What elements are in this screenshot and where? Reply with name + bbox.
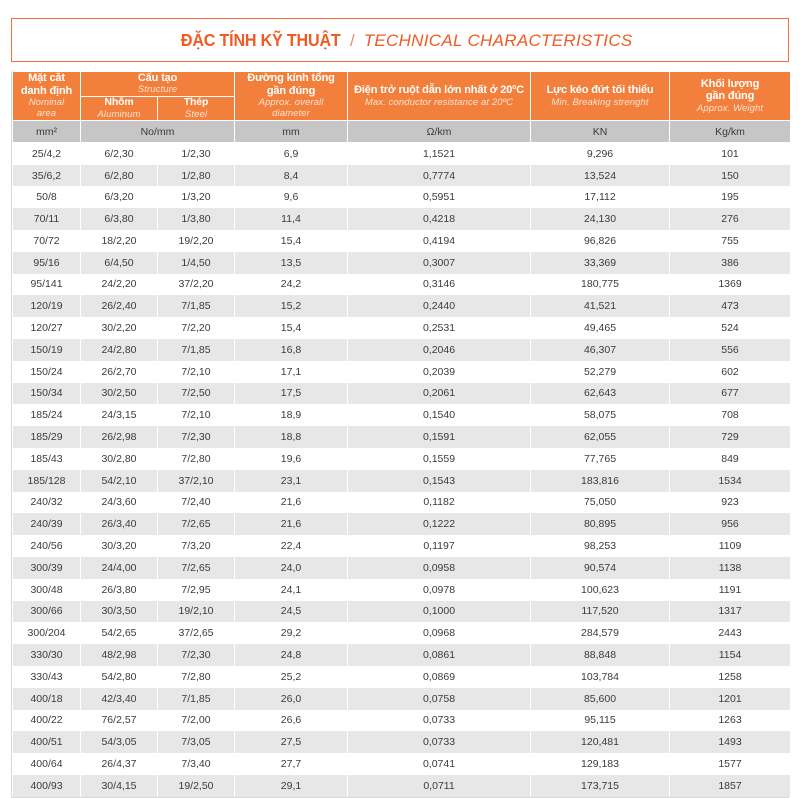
cell-steel: 7/2,65 <box>158 513 235 535</box>
cell-aluminum: 24/2,80 <box>81 339 158 361</box>
unit-diameter: mm <box>235 121 348 143</box>
cell-diameter: 26,0 <box>235 688 348 710</box>
table-row <box>13 492 791 514</box>
title-inner <box>167 30 632 51</box>
table-row <box>13 666 791 688</box>
cell-steel: 7/2,00 <box>158 710 235 732</box>
cell-weight: 195 <box>670 186 791 208</box>
cell-diameter: 24,2 <box>235 274 348 296</box>
header-diameter-en-line2: diameter <box>272 108 310 120</box>
cell-breaking-strength: 17,112 <box>531 186 670 208</box>
cell-diameter: 29,1 <box>235 775 348 797</box>
cell-steel: 7/2,80 <box>158 666 235 688</box>
header-resistance-vi: Điện trở ruột dẫn lớn nhất ở 20ºC <box>354 84 524 97</box>
cell-diameter: 22,4 <box>235 535 348 557</box>
cell-aluminum: 6/3,80 <box>81 208 158 230</box>
cell-breaking-strength: 13,524 <box>531 165 670 187</box>
cell-aluminum: 24/2,20 <box>81 274 158 296</box>
cell-weight: 1109 <box>670 535 791 557</box>
header-diameter-vi-line1: Đường kính tổng <box>247 72 335 85</box>
header-aluminum <box>81 96 158 120</box>
cell-resistance: 0,4218 <box>348 208 531 230</box>
cell-resistance: 0,2039 <box>348 361 531 383</box>
cell-steel: 7/3,40 <box>158 753 235 775</box>
cell-diameter: 17,5 <box>235 383 348 405</box>
cell-nominal-area: 150/19 <box>13 339 81 361</box>
title-separator: / <box>349 30 355 50</box>
cell-weight: 1201 <box>670 688 791 710</box>
cell-diameter: 16,8 <box>235 339 348 361</box>
cell-resistance: 0,1197 <box>348 535 531 557</box>
table-row <box>13 753 791 775</box>
cell-nominal-area: 300/66 <box>13 601 81 623</box>
header-nominal-area-en-line1: Nominal <box>28 96 65 108</box>
cell-diameter: 26,6 <box>235 710 348 732</box>
table-row <box>13 470 791 492</box>
cell-nominal-area: 400/22 <box>13 710 81 732</box>
cell-nominal-area: 120/19 <box>13 295 81 317</box>
header-weight-vi-line2: gần đúng <box>705 90 755 103</box>
cell-weight: 1534 <box>670 470 791 492</box>
cell-steel: 7/2,95 <box>158 579 235 601</box>
cell-nominal-area: 300/48 <box>13 579 81 601</box>
cell-aluminum: 26/2,40 <box>81 295 158 317</box>
cell-resistance: 0,1591 <box>348 426 531 448</box>
header-diameter-en-line1: Approx. overall <box>258 96 324 108</box>
cell-nominal-area: 185/43 <box>13 448 81 470</box>
cell-steel: 1/2,80 <box>158 165 235 187</box>
header-structure <box>81 72 235 97</box>
cell-steel: 7/2,10 <box>158 404 235 426</box>
cell-weight: 1154 <box>670 644 791 666</box>
cell-resistance: 0,2440 <box>348 295 531 317</box>
cell-breaking-strength: 180,775 <box>531 274 670 296</box>
header-breaking-strength-en: Min. Breaking strenght <box>551 96 649 108</box>
cell-resistance: 0,0861 <box>348 644 531 666</box>
table-row <box>13 448 791 470</box>
page-title-banner <box>11 18 789 62</box>
table-row <box>13 274 791 296</box>
cell-steel: 37/2,65 <box>158 622 235 644</box>
cell-weight: 1258 <box>670 666 791 688</box>
technical-spec-table <box>12 71 791 797</box>
cell-aluminum: 76/2,57 <box>81 710 158 732</box>
cell-diameter: 24,8 <box>235 644 348 666</box>
cell-breaking-strength: 183,816 <box>531 470 670 492</box>
cell-breaking-strength: 96,826 <box>531 230 670 252</box>
cell-breaking-strength: 62,643 <box>531 383 670 405</box>
cell-aluminum: 54/2,80 <box>81 666 158 688</box>
cell-steel: 19/2,10 <box>158 601 235 623</box>
cell-breaking-strength: 90,574 <box>531 557 670 579</box>
cell-steel: 7/2,50 <box>158 383 235 405</box>
cell-breaking-strength: 9,296 <box>531 143 670 165</box>
table-row <box>13 383 791 405</box>
cell-aluminum: 6/4,50 <box>81 252 158 274</box>
cell-breaking-strength: 62,055 <box>531 426 670 448</box>
cell-nominal-area: 240/32 <box>13 492 81 514</box>
cell-diameter: 29,2 <box>235 622 348 644</box>
table-header <box>13 72 791 143</box>
cell-nominal-area: 95/16 <box>13 252 81 274</box>
cell-aluminum: 18/2,20 <box>81 230 158 252</box>
cell-breaking-strength: 46,307 <box>531 339 670 361</box>
cell-resistance: 0,0733 <box>348 710 531 732</box>
cell-weight: 923 <box>670 492 791 514</box>
cell-aluminum: 26/2,98 <box>81 426 158 448</box>
cell-diameter: 13,5 <box>235 252 348 274</box>
unit-breaking-strength: KN <box>531 121 670 143</box>
cell-aluminum: 30/2,80 <box>81 448 158 470</box>
cell-weight: 2443 <box>670 622 791 644</box>
cell-resistance: 0,0869 <box>348 666 531 688</box>
table-row <box>13 710 791 732</box>
cell-aluminum: 24/3,60 <box>81 492 158 514</box>
table-row <box>13 601 791 623</box>
cell-aluminum: 30/2,20 <box>81 317 158 339</box>
cell-resistance: 0,1540 <box>348 404 531 426</box>
cell-aluminum: 6/3,20 <box>81 186 158 208</box>
cell-resistance: 0,1559 <box>348 448 531 470</box>
cell-aluminum: 26/4,37 <box>81 753 158 775</box>
cell-breaking-strength: 284,579 <box>531 622 670 644</box>
cell-breaking-strength: 75,050 <box>531 492 670 514</box>
cell-diameter: 27,7 <box>235 753 348 775</box>
cell-resistance: 0,4194 <box>348 230 531 252</box>
cell-aluminum: 24/3,15 <box>81 404 158 426</box>
cell-nominal-area: 50/8 <box>13 186 81 208</box>
cell-resistance: 0,5951 <box>348 186 531 208</box>
cell-steel: 1/4,50 <box>158 252 235 274</box>
cell-resistance: 0,1182 <box>348 492 531 514</box>
unit-weight: Kg/km <box>670 121 791 143</box>
cell-resistance: 0,1000 <box>348 601 531 623</box>
cell-nominal-area: 300/204 <box>13 622 81 644</box>
cell-breaking-strength: 80,895 <box>531 513 670 535</box>
cell-diameter: 27,5 <box>235 731 348 753</box>
units-row <box>13 121 791 143</box>
cell-weight: 101 <box>670 143 791 165</box>
header-diameter-vi-line2: gần đúng <box>266 84 316 97</box>
cell-resistance: 0,0978 <box>348 579 531 601</box>
page-title-vietnamese: ĐẶC TÍNH KỸ THUẬT <box>181 29 341 50</box>
cell-weight: 386 <box>670 252 791 274</box>
cell-weight: 677 <box>670 383 791 405</box>
cell-diameter: 18,9 <box>235 404 348 426</box>
header-nominal-area-vi-line1: Mặt cắt <box>28 72 65 85</box>
cell-steel: 1/2,30 <box>158 143 235 165</box>
header-resistance-en: Max. conductor resistance at 20ºC <box>364 96 514 108</box>
cell-aluminum: 54/2,10 <box>81 470 158 492</box>
cell-steel: 7/2,10 <box>158 361 235 383</box>
cell-steel: 7/2,65 <box>158 557 235 579</box>
cell-breaking-strength: 85,600 <box>531 688 670 710</box>
cell-diameter: 11,4 <box>235 208 348 230</box>
cell-steel: 19/2,50 <box>158 775 235 797</box>
cell-diameter: 24,0 <box>235 557 348 579</box>
cell-aluminum: 48/2,98 <box>81 644 158 666</box>
header-steel-vi: Thép <box>183 95 209 108</box>
cell-nominal-area: 70/11 <box>13 208 81 230</box>
cell-weight: 729 <box>670 426 791 448</box>
cell-weight: 1263 <box>670 710 791 732</box>
cell-breaking-strength: 77,765 <box>531 448 670 470</box>
table-row <box>13 317 791 339</box>
cell-resistance: 1,1521 <box>348 143 531 165</box>
cell-nominal-area: 120/27 <box>13 317 81 339</box>
cell-aluminum: 42/3,40 <box>81 688 158 710</box>
header-aluminum-en: Aluminum <box>97 108 141 120</box>
cell-weight: 755 <box>670 230 791 252</box>
cell-resistance: 0,3007 <box>348 252 531 274</box>
table-row <box>13 731 791 753</box>
table-row <box>13 295 791 317</box>
header-steel <box>158 96 235 120</box>
cell-aluminum: 26/3,80 <box>81 579 158 601</box>
cell-diameter: 21,6 <box>235 513 348 535</box>
cell-nominal-area: 400/64 <box>13 753 81 775</box>
cell-resistance: 0,2061 <box>348 383 531 405</box>
table-row <box>13 644 791 666</box>
cell-steel: 7/2,30 <box>158 426 235 448</box>
header-weight <box>670 72 791 121</box>
cell-resistance: 0,0711 <box>348 775 531 797</box>
cell-resistance: 0,3146 <box>348 274 531 296</box>
cell-steel: 7/1,85 <box>158 339 235 361</box>
cell-breaking-strength: 120,481 <box>531 731 670 753</box>
cell-diameter: 25,2 <box>235 666 348 688</box>
table-row <box>13 143 791 165</box>
cell-nominal-area: 330/30 <box>13 644 81 666</box>
table-row <box>13 557 791 579</box>
table-row <box>13 535 791 557</box>
table-row <box>13 688 791 710</box>
cell-diameter: 6,9 <box>235 143 348 165</box>
cell-aluminum: 6/2,30 <box>81 143 158 165</box>
cell-breaking-strength: 52,279 <box>531 361 670 383</box>
spec-table-wrapper <box>11 71 789 798</box>
cell-diameter: 9,6 <box>235 186 348 208</box>
cell-steel: 37/2,20 <box>158 274 235 296</box>
header-structure-vi: Cấu tạo <box>137 72 178 84</box>
cell-resistance: 0,0968 <box>348 622 531 644</box>
cell-nominal-area: 330/43 <box>13 666 81 688</box>
cell-steel: 1/3,80 <box>158 208 235 230</box>
cell-aluminum: 54/3,05 <box>81 731 158 753</box>
cell-steel: 7/1,85 <box>158 295 235 317</box>
cell-steel: 7/2,30 <box>158 644 235 666</box>
cell-diameter: 21,6 <box>235 492 348 514</box>
header-weight-en: Approx. Weight <box>696 102 764 114</box>
table-row <box>13 579 791 601</box>
header-aluminum-vi: Nhôm <box>104 95 134 108</box>
cell-breaking-strength: 129,183 <box>531 753 670 775</box>
cell-aluminum: 26/2,70 <box>81 361 158 383</box>
cell-weight: 150 <box>670 165 791 187</box>
cell-aluminum: 30/4,15 <box>81 775 158 797</box>
header-weight-vi-line1: Khối lượng <box>700 78 760 91</box>
cell-weight: 524 <box>670 317 791 339</box>
cell-nominal-area: 70/72 <box>13 230 81 252</box>
cell-breaking-strength: 173,715 <box>531 775 670 797</box>
unit-nominal-area: mm² <box>13 121 81 143</box>
cell-weight: 556 <box>670 339 791 361</box>
cell-resistance: 0,2531 <box>348 317 531 339</box>
cell-breaking-strength: 24,130 <box>531 208 670 230</box>
cell-weight: 1577 <box>670 753 791 775</box>
cell-weight: 1138 <box>670 557 791 579</box>
cell-aluminum: 30/3,20 <box>81 535 158 557</box>
table-row <box>13 426 791 448</box>
cell-diameter: 19,6 <box>235 448 348 470</box>
header-breaking-strength-vi: Lực kéo đứt tối thiểu <box>546 84 654 97</box>
cell-weight: 602 <box>670 361 791 383</box>
table-row <box>13 252 791 274</box>
cell-resistance: 0,0741 <box>348 753 531 775</box>
cell-resistance: 0,7774 <box>348 165 531 187</box>
cell-resistance: 0,0958 <box>348 557 531 579</box>
cell-weight: 708 <box>670 404 791 426</box>
cell-breaking-strength: 103,784 <box>531 666 670 688</box>
cell-weight: 956 <box>670 513 791 535</box>
cell-nominal-area: 400/51 <box>13 731 81 753</box>
cell-steel: 37/2,10 <box>158 470 235 492</box>
table-row <box>13 513 791 535</box>
header-nominal-area <box>13 72 81 121</box>
header-diameter <box>235 72 348 121</box>
table-row <box>13 339 791 361</box>
cell-diameter: 15,4 <box>235 230 348 252</box>
unit-resistance: Ω/km <box>348 121 531 143</box>
cell-aluminum: 54/2,65 <box>81 622 158 644</box>
cell-breaking-strength: 117,520 <box>531 601 670 623</box>
cell-weight: 1857 <box>670 775 791 797</box>
cell-steel: 7/3,20 <box>158 535 235 557</box>
table-body <box>13 143 791 797</box>
cell-diameter: 24,5 <box>235 601 348 623</box>
table-row <box>13 404 791 426</box>
cell-diameter: 23,1 <box>235 470 348 492</box>
cell-resistance: 0,1543 <box>348 470 531 492</box>
cell-steel: 19/2,20 <box>158 230 235 252</box>
cell-breaking-strength: 49,465 <box>531 317 670 339</box>
cell-steel: 7/3,05 <box>158 731 235 753</box>
table-row <box>13 186 791 208</box>
cell-diameter: 24,1 <box>235 579 348 601</box>
cell-steel: 7/2,20 <box>158 317 235 339</box>
cell-nominal-area: 185/29 <box>13 426 81 448</box>
header-structure-en: Structure <box>137 84 178 96</box>
cell-weight: 1191 <box>670 579 791 601</box>
cell-resistance: 0,0758 <box>348 688 531 710</box>
cell-resistance: 0,0733 <box>348 731 531 753</box>
table-row <box>13 361 791 383</box>
cell-weight: 1317 <box>670 601 791 623</box>
cell-nominal-area: 95/141 <box>13 274 81 296</box>
table-row <box>13 208 791 230</box>
header-row-main <box>13 72 791 97</box>
cell-breaking-strength: 98,253 <box>531 535 670 557</box>
cell-nominal-area: 300/39 <box>13 557 81 579</box>
cell-nominal-area: 25/4,2 <box>13 143 81 165</box>
cell-aluminum: 30/3,50 <box>81 601 158 623</box>
cell-diameter: 17,1 <box>235 361 348 383</box>
cell-nominal-area: 240/56 <box>13 535 81 557</box>
cell-nominal-area: 150/24 <box>13 361 81 383</box>
table-row <box>13 622 791 644</box>
cell-aluminum: 26/3,40 <box>81 513 158 535</box>
cell-breaking-strength: 33,369 <box>531 252 670 274</box>
cell-steel: 7/2,80 <box>158 448 235 470</box>
cell-resistance: 0,1222 <box>348 513 531 535</box>
cell-aluminum: 30/2,50 <box>81 383 158 405</box>
cell-diameter: 18,8 <box>235 426 348 448</box>
table-row <box>13 165 791 187</box>
cell-weight: 1493 <box>670 731 791 753</box>
cell-steel: 1/3,20 <box>158 186 235 208</box>
cell-resistance: 0,2046 <box>348 339 531 361</box>
unit-structure: No/mm <box>81 121 235 143</box>
cell-breaking-strength: 58,075 <box>531 404 670 426</box>
cell-breaking-strength: 95,115 <box>531 710 670 732</box>
cell-weight: 473 <box>670 295 791 317</box>
cell-nominal-area: 35/6,2 <box>13 165 81 187</box>
cell-weight: 849 <box>670 448 791 470</box>
cell-breaking-strength: 88,848 <box>531 644 670 666</box>
cell-breaking-strength: 100,623 <box>531 579 670 601</box>
cell-diameter: 15,4 <box>235 317 348 339</box>
cell-steel: 7/2,40 <box>158 492 235 514</box>
cell-weight: 1369 <box>670 274 791 296</box>
cell-nominal-area: 400/93 <box>13 775 81 797</box>
table-row <box>13 775 791 797</box>
cell-nominal-area: 240/39 <box>13 513 81 535</box>
cell-diameter: 15,2 <box>235 295 348 317</box>
cell-nominal-area: 150/34 <box>13 383 81 405</box>
header-steel-en: Steel <box>184 108 208 120</box>
cell-diameter: 8,4 <box>235 165 348 187</box>
cell-breaking-strength: 41,521 <box>531 295 670 317</box>
cell-weight: 276 <box>670 208 791 230</box>
cell-nominal-area: 185/128 <box>13 470 81 492</box>
cell-nominal-area: 400/18 <box>13 688 81 710</box>
table-row <box>13 230 791 252</box>
page-title-english: TECHNICAL CHARACTERISTICS <box>363 30 633 50</box>
header-nominal-area-vi-line2: danh định <box>20 84 73 97</box>
cell-aluminum: 6/2,80 <box>81 165 158 187</box>
cell-aluminum: 24/4,00 <box>81 557 158 579</box>
header-nominal-area-en-line2: area <box>36 108 57 120</box>
header-resistance <box>348 72 531 121</box>
header-breaking-strength <box>531 72 670 121</box>
cell-steel: 7/1,85 <box>158 688 235 710</box>
cell-nominal-area: 185/24 <box>13 404 81 426</box>
